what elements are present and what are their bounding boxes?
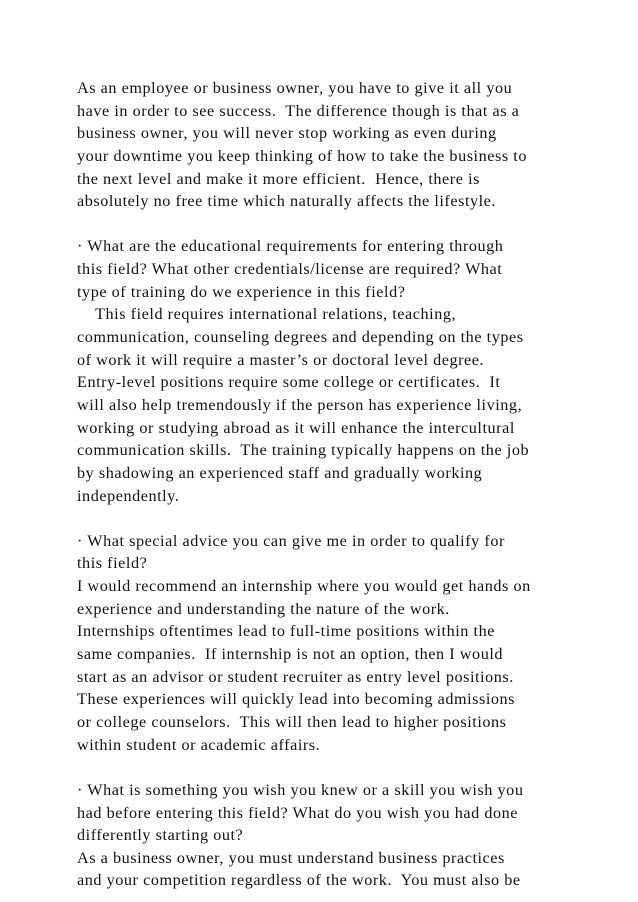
text-line: working or studying abroad as it will enhance the intercultural	[77, 418, 515, 437]
text-line: · What is something you wish you knew or a skill you wish you	[77, 780, 524, 799]
paragraph-spacer	[77, 213, 597, 236]
paragraph-spacer	[77, 756, 597, 779]
text-line: of work it will require a master’s or doctoral level degree.	[77, 350, 485, 369]
text-line: within student or academic affairs.	[77, 735, 321, 754]
answer-wish	[77, 847, 597, 892]
text-line: · What are the educational requirements for entering through	[77, 237, 504, 256]
text-line: communication, counseling degrees and depending on the types	[77, 328, 524, 347]
text-line: As an employee or business owner, you have to give it all you	[77, 79, 513, 97]
text-line: this field? What other credentials/license are required? What	[77, 260, 503, 279]
paragraph-spacer	[77, 507, 597, 530]
text-line: business owner, you will never stop working as even during	[77, 124, 497, 143]
text-line: by shadowing an experienced staff and gradually working	[77, 463, 483, 482]
text-line: This field requires international relations, teaching,	[77, 305, 457, 324]
text-line: your downtime you keep thinking of how to take the business to	[77, 146, 527, 165]
answer-advice	[77, 575, 597, 756]
text-line: had before entering this field? What do you wish you had done	[77, 803, 518, 822]
document-body	[77, 77, 597, 892]
text-line: As a business owner, you must understand business practices	[77, 848, 505, 867]
text-line: experience and understanding the nature of the work.	[77, 599, 450, 618]
text-line: will also help tremendously if the person has experience living,	[77, 395, 523, 414]
text-line: this field?	[77, 554, 148, 573]
text-line: independently.	[77, 486, 180, 505]
text-line: absolutely no free time which naturally affects the lifestyle.	[77, 192, 497, 211]
text-line: type of training do we experience in this field?	[77, 282, 406, 301]
text-line: These experiences will quickly lead into becoming admissions	[77, 690, 516, 709]
question-wish	[77, 779, 597, 847]
text-line: · What special advice you can give me in order to qualify for	[77, 531, 505, 550]
text-line: communication skills. The training typically happens on the job	[77, 441, 530, 460]
text-line: Entry-level positions require some college or certificates. It	[77, 373, 501, 392]
text-line: have in order to see success. The difference though is that as a	[77, 101, 520, 120]
text-line: the next level and make it more efficient. Hence, there is	[77, 169, 480, 188]
question-advice	[77, 530, 597, 575]
text-line: differently starting out?	[77, 826, 244, 845]
paragraph-lifestyle	[77, 77, 597, 213]
text-line: I would recommend an internship where you would get hands on	[77, 577, 531, 596]
text-line: Internships oftentimes lead to full-time positions within the	[77, 622, 495, 641]
text-line: start as an advisor or student recruiter as entry level positions.	[77, 667, 514, 686]
text-line: and your competition regardless of the work. You must also be	[77, 871, 521, 890]
text-line: or college counselors. This will then lead to higher positions	[77, 712, 507, 731]
question-education	[77, 235, 597, 303]
text-line: same companies. If internship is not an option, then I would	[77, 645, 504, 664]
answer-education	[77, 303, 597, 507]
